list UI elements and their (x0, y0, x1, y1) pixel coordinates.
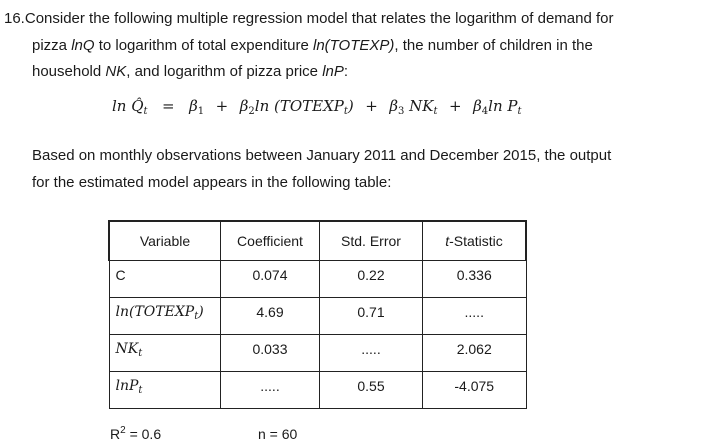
cell-variable: lnP$_t$ (109, 372, 221, 409)
table-row (109, 298, 526, 335)
header-t-statistic: t-Statistic (423, 221, 527, 261)
cell-std-error: 0.22 (320, 261, 423, 298)
var-nk: NK (105, 63, 127, 80)
cell-coefficient: 0.033 (221, 335, 320, 372)
regression-output-table (108, 220, 527, 409)
sample-size: n = 60 (258, 426, 298, 442)
regression-equation: $\ln Q̂_t = \beta_1 + \beta_2\ln$ $(TOTEXP_t) + \beta_3$ $NK_t + \beta_4\ln$ $P_t$ (112, 97, 522, 117)
cell-std-error: 0.71 (320, 298, 423, 335)
table-header-row (109, 221, 526, 261)
cell-variable: $\ln(TOTEXP_t)$ (109, 298, 221, 335)
cell-t-statistic: ..... (423, 298, 527, 335)
cell-t-statistic: 0.336 (423, 261, 527, 298)
cell-variable: C (109, 261, 221, 298)
var-ln-totexp: ln(TOTEXP) (313, 37, 395, 54)
question-text: Consider the following multiple regression model that relates the logarithm of demand for (24, 10, 614, 27)
header-variable: Variable (109, 221, 221, 261)
context-line-1: Based on monthly observations between January 2011 and December 2015, the output (32, 147, 612, 164)
cell-t-statistic: 2.062 (423, 335, 527, 372)
table-row (109, 372, 526, 409)
cell-coefficient: 4.69 (221, 298, 320, 335)
cell-variable: $NK_t$ (109, 335, 221, 372)
var-lnq: lnQ (71, 37, 95, 54)
context-line-2: for the estimated model appears in the following table: (32, 174, 392, 191)
question-number: 16. (4, 10, 25, 27)
r-squared: $R^2 = 0.6$ (110, 425, 162, 442)
question-line-2: pizza lnQ to logarithm of total expenditure ln(TOTEXP), the number of children in the (32, 37, 593, 54)
header-std-error: Std. Error (320, 221, 423, 261)
cell-t-statistic: -4.075 (423, 372, 527, 409)
header-coefficient: Coefficient (221, 221, 320, 261)
cell-coefficient: ..... (221, 372, 320, 409)
cell-coefficient: 0.074 (221, 261, 320, 298)
table-row (109, 261, 526, 298)
cell-std-error: 0.55 (320, 372, 423, 409)
cell-std-error: ..... (320, 335, 423, 372)
var-lnp: lnP (322, 63, 344, 80)
table-row (109, 335, 526, 372)
question-line-1 (4, 10, 614, 28)
question-line-3: household NK, and logarithm of pizza price lnP: (32, 63, 349, 80)
